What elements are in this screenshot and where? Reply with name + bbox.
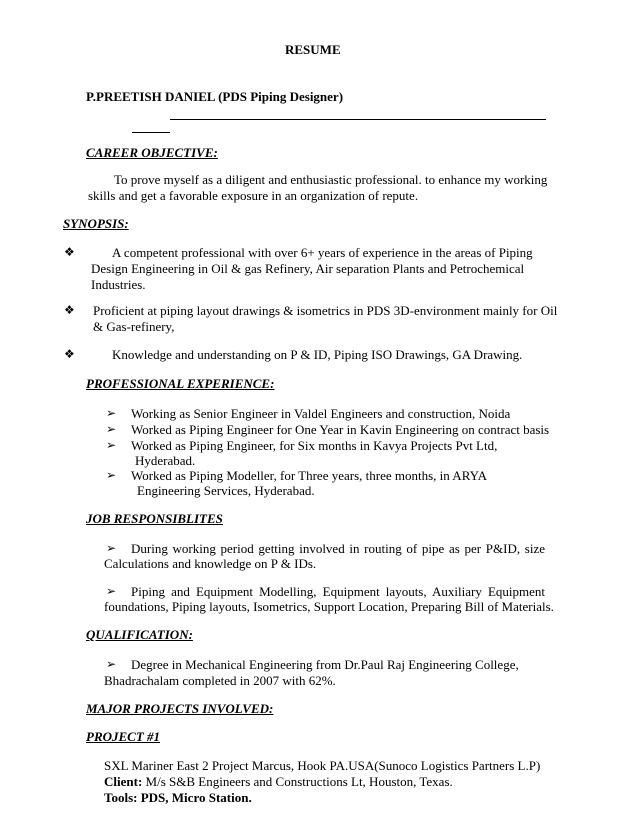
qualification-line: Degree in Mechanical Engineering from Dr.Paul Raj Engineering College, — [131, 657, 519, 672]
arrow-bullet-icon: ➢ — [106, 584, 117, 598]
experience-item-line: Working as Senior Engineer in Valdel Engineers and construction, Noida — [131, 406, 511, 421]
candidate-name: P.PREETISH DANIEL (PDS Piping Designer) — [86, 89, 344, 104]
arrow-bullet-icon: ➢ — [106, 541, 117, 555]
arrow-bullet-icon: ➢ — [106, 657, 117, 671]
synopsis-item-line: A competent professional with over 6+ years of experience in the areas of Piping — [112, 245, 533, 260]
divider-line — [170, 119, 546, 120]
diamond-bullet-icon: ❖ — [64, 347, 75, 361]
projects-heading: MAJOR PROJECTS INVOLVED: — [86, 701, 274, 716]
career-objective-line: To prove myself as a diligent and enthusiastic professional. to enhance my working — [114, 172, 548, 187]
synopsis-item-line: Knowledge and understanding on P & ID, Piping ISO Drawings, GA Drawing. — [112, 347, 523, 362]
experience-item-line: Worked as Piping Engineer, for Six months in Kavya Projects Pvt Ltd, — [131, 438, 498, 453]
experience-heading: PROFESSIONAL EXPERIENCE: — [86, 376, 275, 391]
arrow-bullet-icon: ➢ — [106, 438, 117, 452]
diamond-bullet-icon: ❖ — [64, 303, 75, 317]
synopsis-item-line: Industries. — [91, 277, 146, 292]
responsibility-item-line: foundations, Piping layouts, Isometrics, Support Location, Preparing Bill of Materials. — [104, 599, 554, 614]
career-objective-line: skills and get a favorable exposure in an organization of repute. — [88, 188, 419, 203]
experience-item-line: Engineering Services, Hyderabad. — [137, 483, 315, 498]
responsibility-item-line: Piping and Equipment Modelling, Equipment layouts, Auxiliary Equipment — [131, 584, 545, 599]
synopsis-item-line: & Gas-refinery, — [93, 319, 175, 334]
experience-item-line: Hyderabad. — [135, 453, 196, 468]
experience-item-line: Worked as Piping Modeller, for Three years, three months, in ARYA — [131, 468, 487, 483]
arrow-bullet-icon: ➢ — [106, 406, 117, 420]
synopsis-item-line: Proficient at piping layout drawings & isometrics in PDS 3D-environment mainly for Oil — [93, 303, 558, 318]
responsibility-item-line: During working period getting involved in routing of pipe as per P&ID, size — [131, 541, 545, 556]
divider-line-short — [132, 132, 170, 133]
synopsis-heading: SYNOPSIS: — [63, 216, 129, 231]
experience-item-line: Worked as Piping Engineer for One Year in Kavin Engineering on contract basis — [131, 422, 550, 437]
arrow-bullet-icon: ➢ — [106, 422, 117, 436]
resume-title: RESUME — [285, 42, 341, 57]
project-tools: Tools: PDS, Micro Station. — [104, 790, 252, 805]
qualification-line: Bhadrachalam completed in 2007 with 62%. — [104, 673, 336, 688]
diamond-bullet-icon: ❖ — [64, 245, 75, 259]
client-label: Client: — [104, 774, 143, 789]
qualification-heading: QUALIFICATION: — [86, 627, 193, 642]
responsibilities-heading: JOB RESPONSIBLITES — [86, 511, 223, 526]
project-description: SXL Mariner East 2 Project Marcus, Hook PA.USA(Sunoco Logistics Partners L.P) — [104, 758, 541, 773]
responsibility-item-line: Calculations and knowledge on P & IDs. — [104, 556, 317, 571]
project-heading: PROJECT #1 — [86, 729, 161, 744]
career-objective-heading: CAREER OBJECTIVE: — [86, 145, 218, 160]
synopsis-item-line: Design Engineering in Oil & gas Refinery, Air separation Plants and Petrochemical — [91, 261, 525, 276]
project-client — [104, 774, 453, 790]
arrow-bullet-icon: ➢ — [106, 468, 117, 482]
client-value: M/s S&B Engineers and Constructions Lt, Houston, Texas. — [145, 774, 453, 789]
